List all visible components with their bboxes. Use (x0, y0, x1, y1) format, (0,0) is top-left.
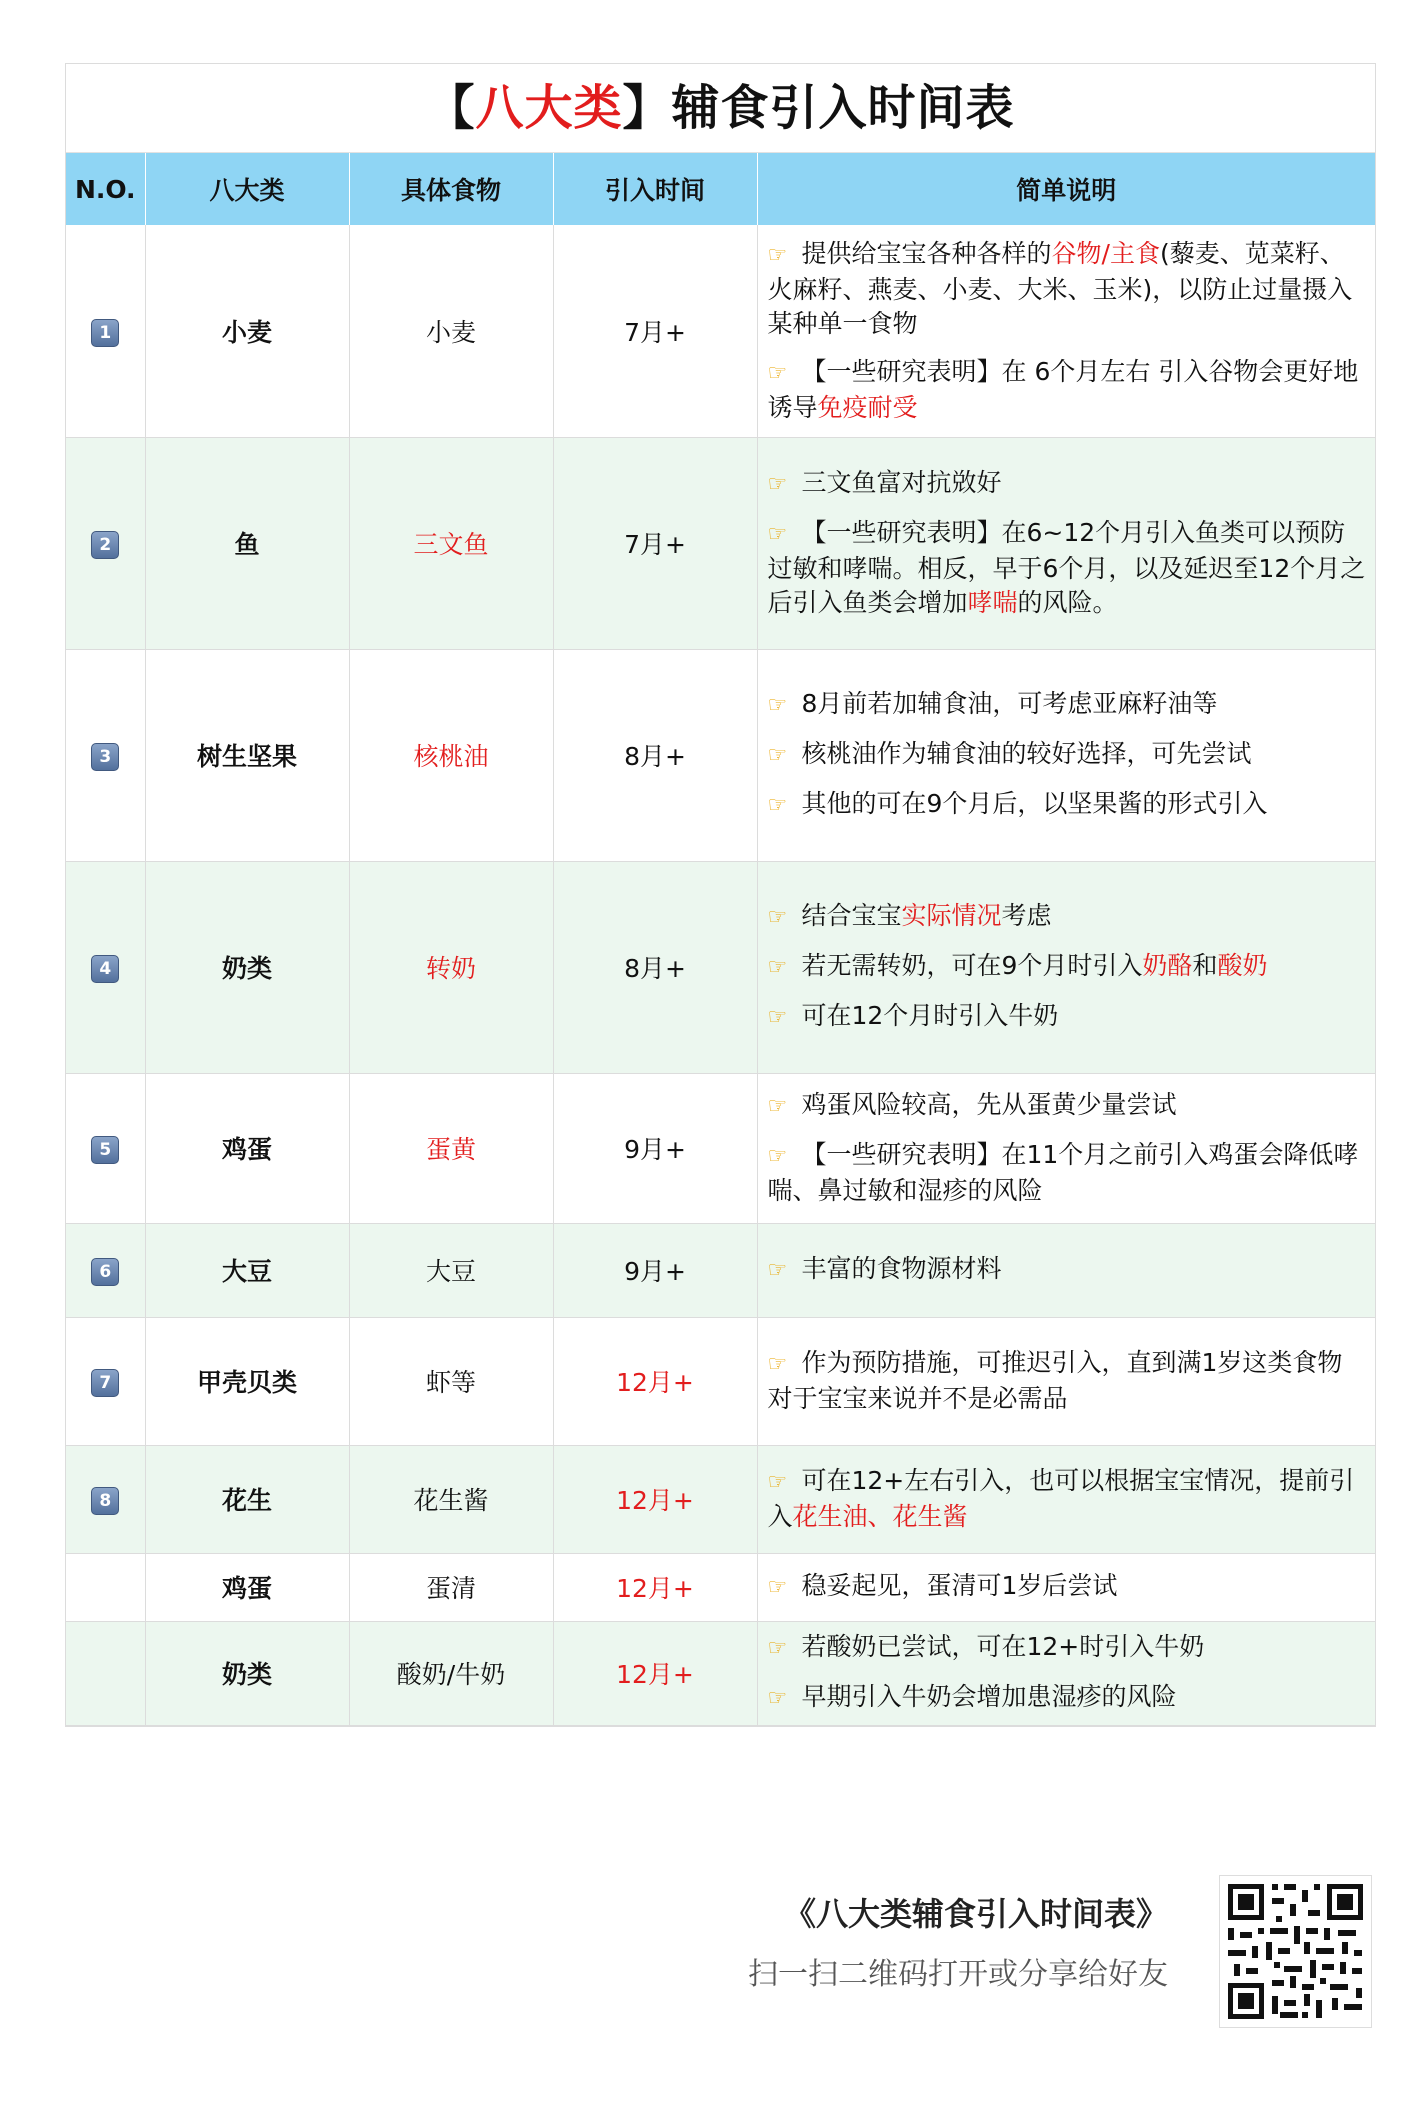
time-cell: 12月+ (553, 1445, 757, 1553)
category-cell: 花生 (145, 1445, 349, 1553)
pointing-hand-icon: ☞ (767, 955, 788, 980)
description-text: 核桃油作为辅食油的较好选择，可先尝试 (801, 739, 1252, 768)
description-text: 稳妥起见，蛋清可1岁后尝试 (801, 1571, 1118, 1600)
description-paragraph (768, 1252, 1368, 1288)
table-row (66, 649, 1375, 861)
title-bracket: 【 (426, 80, 476, 136)
table-row (66, 1223, 1375, 1317)
header-description: 简单说明 (757, 153, 1375, 225)
description-text: 其他的可在9个月后，以坚果酱的形式引入 (801, 789, 1268, 818)
table-row (66, 1621, 1375, 1725)
pointing-hand-icon: ☞ (767, 1258, 788, 1283)
pointing-hand-icon: ☞ (767, 905, 788, 930)
food-introduction-table (66, 153, 1375, 1726)
time-cell: 9月+ (553, 1223, 757, 1317)
description-paragraph (768, 237, 1368, 341)
footer-subtitle: 扫一扫二维码打开或分享给好友 (748, 1957, 1168, 1992)
category-cell: 鸡蛋 (145, 1553, 349, 1621)
description-text: 早期引入牛奶会增加患湿疹的风险 (801, 1682, 1177, 1711)
number-badge-icon: 6 (91, 1258, 119, 1286)
row-number-cell (66, 225, 145, 437)
row-number-cell (66, 1073, 145, 1223)
number-badge-icon: 7 (91, 1369, 119, 1397)
number-badge-icon: 8 (91, 1487, 119, 1515)
food-cell: 蛋清 (349, 1553, 553, 1621)
description-cell (757, 225, 1375, 437)
header-time: 引入时间 (553, 153, 757, 225)
description-paragraph (768, 1680, 1368, 1716)
pointing-hand-icon: ☞ (767, 1636, 788, 1661)
description-paragraph (768, 787, 1368, 823)
time-cell: 9月+ (553, 1073, 757, 1223)
number-badge-icon: 1 (91, 319, 119, 347)
description-paragraph (768, 687, 1368, 723)
row-number-cell (66, 1317, 145, 1445)
title-rest: 】辅食引入时间表 (622, 80, 1015, 136)
description-paragraph (768, 949, 1368, 985)
qr-code-icon[interactable] (1219, 1875, 1372, 2028)
food-cell: 虾等 (349, 1317, 553, 1445)
page-title (66, 64, 1375, 153)
category-cell: 小麦 (145, 225, 349, 437)
highlight-text: 谷物/主食 (1051, 238, 1160, 268)
pointing-hand-icon: ☞ (767, 1094, 788, 1119)
description-text: 提供给宝宝各种各样的 (801, 238, 1052, 268)
description-text: 8月前若加辅食油，可考虑亚麻籽油等 (801, 689, 1218, 718)
number-badge-icon: 4 (91, 955, 119, 983)
description-text: 【一些研究表明】在6~12个月引入鱼类可以预防过敏和哮喘。相反，早于6个月，以及延迟至12个月之后引入鱼类会增加 (767, 518, 1366, 617)
header-category: 八大类 (145, 153, 349, 225)
description-text: 结合宝宝 (801, 901, 902, 930)
pointing-hand-icon: ☞ (767, 1144, 788, 1169)
description-text: 丰富的食物源材料 (801, 1254, 1002, 1283)
category-cell: 奶类 (145, 1621, 349, 1725)
pointing-hand-icon: ☞ (767, 1005, 788, 1030)
description-paragraph (768, 1346, 1368, 1416)
food-cell: 三文鱼 (349, 437, 553, 649)
number-badge-icon: 3 (91, 743, 119, 771)
food-cell: 小麦 (349, 225, 553, 437)
description-paragraph (768, 1088, 1368, 1124)
pointing-hand-icon: ☞ (767, 693, 788, 718)
description-cell (757, 1223, 1375, 1317)
time-cell: 12月+ (553, 1317, 757, 1445)
food-cell: 酸奶/牛奶 (349, 1621, 553, 1725)
description-paragraph (768, 999, 1368, 1035)
number-badge-icon: 5 (91, 1136, 119, 1164)
table-row (66, 1317, 1375, 1445)
highlight-text: 哮喘 (967, 588, 1018, 617)
description-cell (757, 1553, 1375, 1621)
food-cell: 花生酱 (349, 1445, 553, 1553)
description-text: 三文鱼富对抗敚好 (801, 468, 1002, 497)
description-text: 作为预防措施，可推迟引入，直到满1岁这类食物对于宝宝来说并不是必需品 (767, 1348, 1343, 1413)
description-paragraph (768, 355, 1368, 425)
description-cell (757, 1621, 1375, 1725)
row-number-cell (66, 1223, 145, 1317)
row-number-cell (66, 1445, 145, 1553)
table-row (66, 861, 1375, 1073)
description-text: 考虑 (1001, 901, 1052, 930)
pointing-hand-icon: ☞ (767, 1575, 788, 1600)
food-cell: 转奶 (349, 861, 553, 1073)
food-cell: 蛋黄 (349, 1073, 553, 1223)
description-paragraph (768, 1569, 1368, 1605)
description-paragraph (768, 899, 1368, 935)
category-cell: 树生坚果 (145, 649, 349, 861)
description-paragraph (768, 516, 1368, 620)
row-number-cell (66, 437, 145, 649)
description-cell (757, 1073, 1375, 1223)
description-cell (757, 1317, 1375, 1445)
time-cell: 7月+ (553, 225, 757, 437)
description-text: 若酸奶已尝试，可在12+时引入牛奶 (801, 1632, 1205, 1661)
time-cell: 12月+ (553, 1621, 757, 1725)
description-cell (757, 437, 1375, 649)
footer-title: 《八大类辅食引入时间表》 (783, 1895, 1168, 1933)
pointing-hand-icon: ☞ (767, 1686, 788, 1711)
description-text: 可在12个月时引入牛奶 (801, 1001, 1059, 1030)
description-cell (757, 861, 1375, 1073)
title-highlight: 八大类 (475, 80, 623, 136)
pointing-hand-icon: ☞ (767, 472, 788, 497)
food-cell: 核桃油 (349, 649, 553, 861)
time-cell: 12月+ (553, 1553, 757, 1621)
description-text: 和 (1192, 951, 1218, 980)
time-cell: 7月+ (553, 437, 757, 649)
table-row (66, 1445, 1375, 1553)
pointing-hand-icon: ☞ (767, 743, 788, 768)
description-cell (757, 649, 1375, 861)
timetable-sheet (65, 63, 1376, 1727)
row-number-cell (66, 1553, 145, 1621)
category-cell: 甲壳贝类 (145, 1317, 349, 1445)
description-cell (757, 1445, 1375, 1553)
highlight-text: 酸奶 (1217, 951, 1268, 980)
description-text: 可在12+左右引入，也可以根据宝宝情况，提前引入 (767, 1466, 1355, 1531)
description-text: 的风险。 (1017, 588, 1118, 617)
pointing-hand-icon: ☞ (767, 1352, 788, 1377)
description-paragraph (768, 1138, 1368, 1208)
table-row (66, 437, 1375, 649)
description-paragraph (768, 466, 1368, 502)
pointing-hand-icon: ☞ (767, 522, 788, 547)
category-cell: 鱼 (145, 437, 349, 649)
pointing-hand-icon: ☞ (767, 360, 788, 386)
header-food: 具体食物 (349, 153, 553, 225)
table-row (66, 225, 1375, 437)
description-text: (藜麦、苋菜籽、火麻籽、燕麦、小麦、大米、玉米)，以防止过量摄入某种单一食物 (767, 238, 1353, 338)
highlight-text: 花生油、花生酱 (792, 1502, 968, 1531)
description-text: 鸡蛋风险较高，先从蛋黄少量尝试 (801, 1090, 1177, 1119)
row-number-cell (66, 1621, 145, 1725)
highlight-text: 免疫耐受 (817, 392, 918, 422)
highlight-text: 奶酪 (1142, 951, 1193, 980)
food-cell: 大豆 (349, 1223, 553, 1317)
header-no: N.O. (66, 153, 145, 225)
row-number-cell (66, 861, 145, 1073)
category-cell: 大豆 (145, 1223, 349, 1317)
pointing-hand-icon: ☞ (767, 793, 788, 818)
description-text: 若无需转奶，可在9个月时引入 (801, 951, 1143, 980)
pointing-hand-icon: ☞ (767, 1470, 788, 1495)
description-text: 【一些研究表明】在 6个月左右 引入谷物会更好地诱导 (767, 356, 1359, 422)
table-row (66, 1073, 1375, 1223)
description-text: 【一些研究表明】在11个月之前引入鸡蛋会降低哮喘、鼻过敏和湿疹的风险 (767, 1140, 1359, 1205)
description-paragraph (768, 1464, 1368, 1534)
pointing-hand-icon: ☞ (767, 242, 788, 268)
number-badge-icon: 2 (91, 531, 119, 559)
highlight-text: 实际情况 (901, 901, 1002, 930)
category-cell: 奶类 (145, 861, 349, 1073)
description-paragraph (768, 737, 1368, 773)
description-paragraph (768, 1630, 1368, 1666)
table-header-row (66, 153, 1375, 225)
time-cell: 8月+ (553, 649, 757, 861)
category-cell: 鸡蛋 (145, 1073, 349, 1223)
time-cell: 8月+ (553, 861, 757, 1073)
row-number-cell (66, 649, 145, 861)
table-row (66, 1553, 1375, 1621)
